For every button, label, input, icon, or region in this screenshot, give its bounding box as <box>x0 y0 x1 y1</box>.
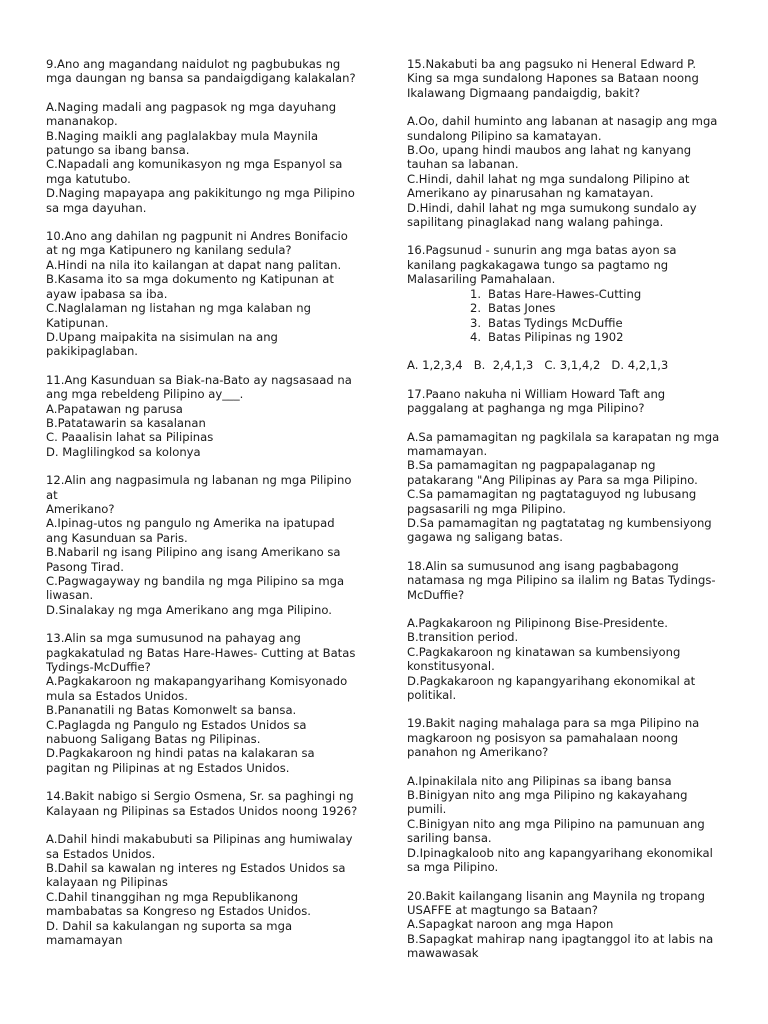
question-stem: 12.Alin ang nagpasimula ng labanan ng mga Pilipino at Amerikano? <box>46 473 352 516</box>
question-stem: 19.Bakit naging mahalaga para sa mga Pilipino na magkaroon ng posisyon sa pamahalaan noong panahon ng Amerikano? <box>407 716 700 760</box>
option-a: A.Dahil hindi makabubuti sa Pilipinas ang humiwalay sa Estados Unidos. <box>46 832 353 861</box>
option-c: C. Paaalisin lahat sa Pilipinas <box>46 430 214 445</box>
option-c: C.Binigyan nito ang mga Pilipino na pamunuan ang sariling bansa. <box>407 816 705 846</box>
list-item <box>470 287 733 301</box>
option-b: B.Pananatili ng Batas Komonwelt sa bansa. <box>46 703 297 718</box>
option-b: B.Sa pamamagitan ng pagpapalaganap ng patakarang "Ang Pilipinas ay Para sa mga Pilipino. <box>407 458 698 487</box>
question-10 <box>46 229 368 359</box>
question-17 <box>407 387 733 545</box>
option-d: D. Dahil sa kakulangan ng suporta sa mga mamamayan <box>46 918 293 947</box>
answer-choices: A. 1,2,3,4 B. 2,4,1,3 C. 3,1,4,2 D. 4,2,1,3 <box>407 358 669 373</box>
question-16 <box>407 243 733 372</box>
option-c: C.Pagkakaroon ng kinatawan sa kumbensiyong konstitusyonal. <box>407 644 681 674</box>
question-14 <box>46 789 368 947</box>
option-b: B.Sapagkat mahirap nang ipagtanggol ito at labis na mawawasak <box>407 931 714 961</box>
question-19 <box>407 716 733 874</box>
question-18 <box>407 559 733 703</box>
list-number: 1. <box>470 286 482 301</box>
option-d: D.Pagkakaroon ng kapangyarihang ekonomikal at politikal. <box>407 673 696 703</box>
question-stem: 9.Ano ang magandang naidulot ng pagbubukas ng mga daungan ng bansa sa pandaigdigang kalakalan? <box>46 57 356 86</box>
option-d: D.Pagkakaroon ng hindi patas na kalakaran sa pagitan ng Pilipinas at ng Estados Unidos. <box>46 746 315 775</box>
list-text: Batas Hare-Hawes-Cutting <box>488 286 642 301</box>
question-stem: 15.Nakabuti ba ang pagsuko ni Heneral Edward P. King sa mga sundalong Hapones sa Bataan noong Ikalawang Digmaang pandaigdig, bakit? <box>407 57 699 100</box>
left-column <box>46 57 368 961</box>
question-stem: 20.Bakit kailangang lisanin ang Maynila ng tropang USAFFE at magtungo sa Bataan? <box>407 888 705 917</box>
option-a: A.Hindi na nila ito kailangan at dapat nang palitan. <box>46 257 342 272</box>
option-c: C.Napadali ang komunikasyon ng mga Espanyol sa mga katutubo. <box>46 157 343 186</box>
option-b: B.Dahil sa kawalan ng interes ng Estados Unidos sa kalayaan ng Pilipinas <box>46 860 346 890</box>
right-column <box>407 57 733 975</box>
question-stem: 16.Pagsunud - sunurin ang mga batas ayon sa kanilang pagkakagawa tungo sa pagtamo ng Malasariling Pamahalaan. <box>407 243 677 287</box>
list-text: Batas Tydings McDuffie <box>488 315 623 330</box>
option-a: A.Papatawan ng parusa <box>46 401 183 416</box>
question-20 <box>407 889 733 961</box>
option-b: B.Patatawarin sa kasalanan <box>46 415 206 430</box>
option-b: B.Nabaril ng isang Pilipino ang isang Amerikano sa Pasong Tirad. <box>46 545 341 574</box>
option-a: A.Naging madali ang pagpasok ng mga dayuhang mananakop. <box>46 99 337 129</box>
option-b: B.transition period. <box>407 630 519 645</box>
list-text: Batas Pilipinas ng 1902 <box>488 329 624 344</box>
option-c: C.Pagwagayway ng bandila ng mga Pilipino sa mga liwasan. <box>46 574 345 603</box>
option-c: C.Naglalaman ng listahan ng mga kalaban ng Katipunan. <box>46 301 311 330</box>
option-b: B.Oo, upang hindi maubos ang lahat ng kanyang tauhan sa labanan. <box>407 143 692 172</box>
question-stem: 10.Ano ang dahilan ng pagpunit ni Andres Bonifacio at ng mga Katipunero ng kanilang sedula? <box>46 229 348 258</box>
list-item <box>470 316 733 330</box>
option-d: D.Sa pamamagitan ng pagtatatag ng kumbensiyong gagawa ng saligang batas. <box>407 515 712 545</box>
option-c: C.Hindi, dahil lahat ng mga sundalong Pilipino at Amerikano ay pinarusahan ng kamatayan. <box>407 171 690 201</box>
option-c: C.Paglagda ng Pangulo ng Estados Unidos sa nabuong Saligang Batas ng Pilipinas. <box>46 717 307 747</box>
question-15 <box>407 57 733 229</box>
question-stem: 17.Paano nakuha ni William Howard Taft ang paggalang at paghanga ng mga Pilipino? <box>407 386 666 416</box>
question-stem: 11.Ang Kasunduan sa Biak-na-Bato ay nagsasaad na ang mga rebeldeng Pilipino ay___. <box>46 372 352 402</box>
list-number: 3. <box>470 315 482 330</box>
list-item <box>470 301 733 315</box>
option-b: B.Binigyan nito ang mga Pilipino ng kakayahang pumili. <box>407 788 688 817</box>
question-stem: 18.Alin sa sumusunod ang isang pagbabagong natamasa ng mga Pilipino sa ilalim ng Batas Tydings- McDuffie? <box>407 558 716 602</box>
question-11 <box>46 373 368 459</box>
option-c: C.Sa pamamagitan ng pagtataguyod ng lubusang pagsasarili ng mga Pilipino. <box>407 487 697 516</box>
option-a: A.Pagkakaroon ng Pilipinong Bise-Presidente. <box>407 616 668 630</box>
option-a: A.Pagkakaroon ng makapangyarihang Komisyonado mula sa Estados Unidos. <box>46 674 348 703</box>
option-a: A.Ipinag-utos ng pangulo ng Amerika na ipatupad ang Kasunduan sa Paris. <box>46 516 335 545</box>
list-text: Batas Jones <box>488 301 556 316</box>
question-12 <box>46 473 368 617</box>
question-stem: 14.Bakit nabigo si Sergio Osmena, Sr. sa paghingi ng Kalayaan ng Pilipinas sa Estados Unidos noong 1926? <box>46 789 358 818</box>
option-a: A.Ipinakilala nito ang Pilipinas sa ibang bansa <box>407 773 672 788</box>
option-d: D.Hindi, dahil lahat ng mga sumukong sundalo ay sapilitang pinaglakad nang walang pahinga. <box>407 200 697 230</box>
option-a: A.Sa pamamagitan ng pagkilala sa karapatan ng mga mamamayan. <box>407 429 720 458</box>
question-9 <box>46 57 368 215</box>
list-item <box>470 330 733 344</box>
option-d: D.Upang maipakita na sisimulan na ang pakikipaglaban. <box>46 329 278 359</box>
option-d: D.Sinalakay ng mga Amerikano ang mga Pilipino. <box>46 602 332 617</box>
law-list <box>407 287 733 345</box>
option-d: D.Ipinagkaloob nito ang kapangyarihang ekonomikal sa mga Pilipino. <box>407 845 713 875</box>
option-a: A.Sapagkat naroon ang mga Hapon <box>407 917 614 932</box>
question-stem: 13.Alin sa mga sumusunod na pahayag ang pagkakatulad ng Batas Hare-Hawes- Cutting at Batas Tydings-McDuffie? <box>46 631 356 675</box>
option-c: C.Dahil tinanggihan ng mga Republikanong mambabatas sa Kongreso ng Estados Unidos. <box>46 889 311 919</box>
option-d: D. Maglilingkod sa kolonya <box>46 444 201 459</box>
question-13 <box>46 631 368 775</box>
option-b: B.Kasama ito sa mga dokumento ng Katipunan at ayaw ipabasa sa iba. <box>46 272 334 301</box>
option-a: A.Oo, dahil huminto ang labanan at nasagip ang mga sundalong Pilipino sa kamatayan. <box>407 114 718 143</box>
option-d: D.Naging mapayapa ang pakikitungo ng mga Pilipino sa mga dayuhan. <box>46 186 355 215</box>
list-number: 4. <box>470 329 482 344</box>
option-b: B.Naging maikli ang paglalakbay mula Maynila patungo sa ibang bansa. <box>46 128 319 158</box>
list-number: 2. <box>470 301 482 316</box>
